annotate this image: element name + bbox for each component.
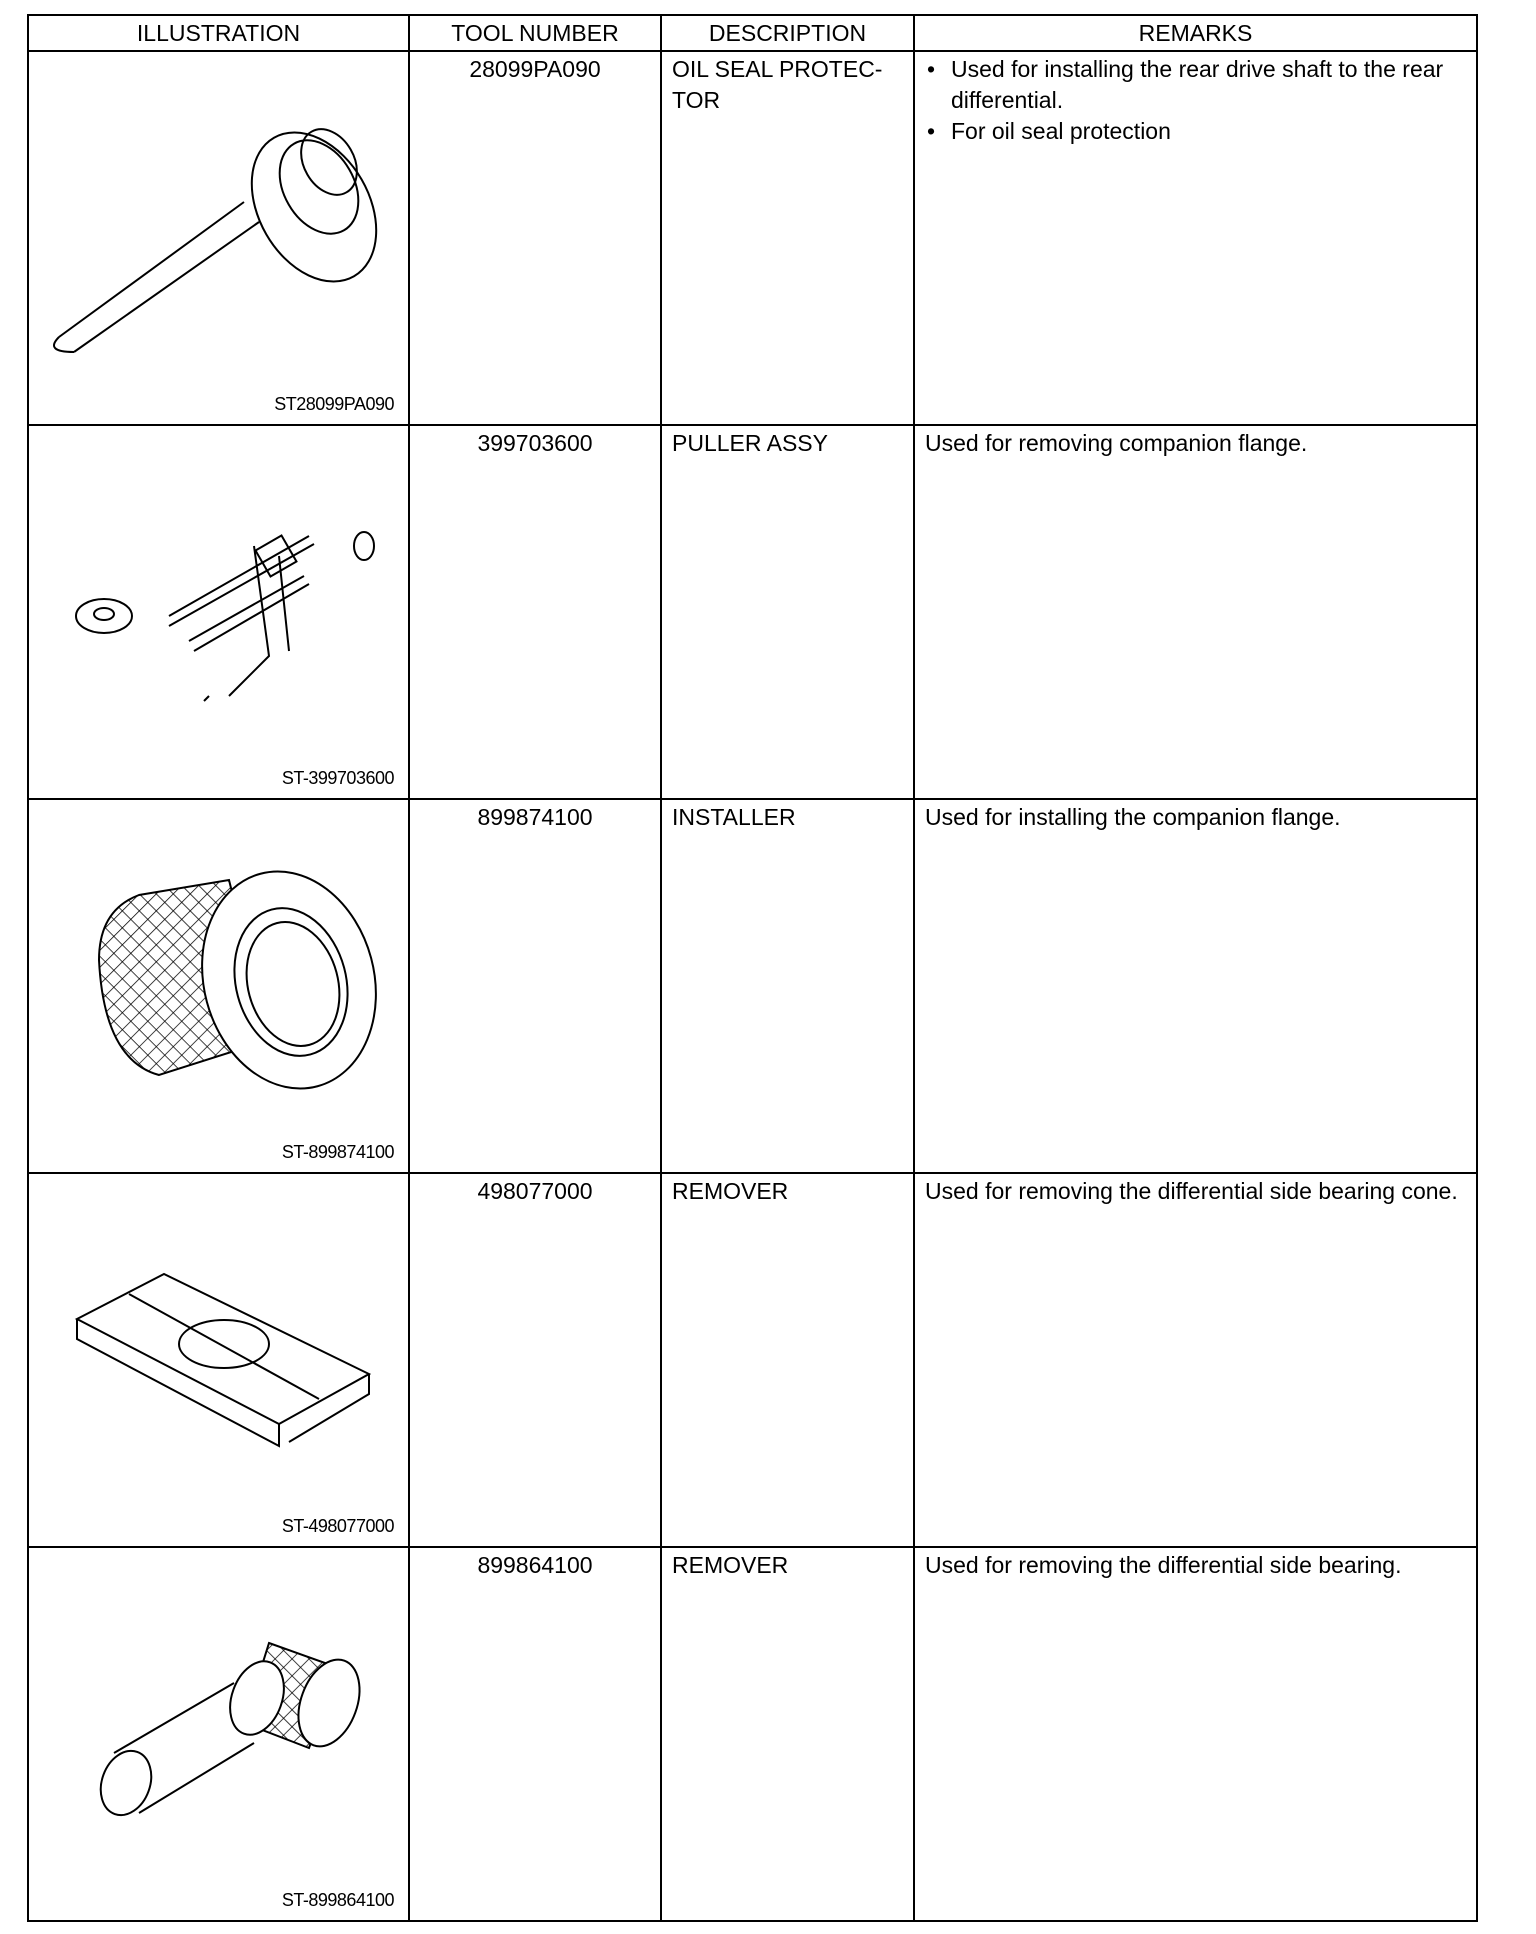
description: REMOVER <box>661 1173 914 1547</box>
tool-number: 399703600 <box>409 425 661 799</box>
table-row <box>28 425 1477 799</box>
description: REMOVER <box>661 1547 914 1921</box>
installer-illustration <box>29 800 408 1168</box>
table-row <box>28 799 1477 1173</box>
remarks <box>914 1547 1477 1921</box>
illustration-caption: ST-899874100 <box>281 1142 394 1162</box>
remark-item: Used for installing the companion flange. <box>925 804 1341 830</box>
remover-plate-illustration <box>29 1174 408 1542</box>
puller-assy-illustration <box>29 426 408 794</box>
header-remarks: REMARKS <box>914 15 1477 51</box>
tool-number: 498077000 <box>409 1173 661 1547</box>
illustration-cell <box>28 1547 409 1921</box>
illustration-cell <box>28 51 409 425</box>
remarks <box>914 1173 1477 1547</box>
tool-number: 28099PA090 <box>409 51 661 425</box>
oil-seal-protector-illustration <box>29 52 408 420</box>
illustration-cell <box>28 799 409 1173</box>
illustration-caption: ST-399703600 <box>281 768 394 788</box>
remark-item: Used for removing the differential side bearing cone. <box>925 1178 1458 1204</box>
description: OIL SEAL PROTEC-TOR <box>672 56 883 113</box>
description: PULLER ASSY <box>661 425 914 799</box>
header-tool-number: TOOL NUMBER <box>409 15 661 51</box>
header-illustration: ILLUSTRATION <box>28 15 409 51</box>
description-cell <box>661 51 914 425</box>
remarks <box>914 425 1477 799</box>
special-tools-table <box>27 14 1478 1922</box>
illustration-cell <box>28 1173 409 1547</box>
illustration-cell <box>28 425 409 799</box>
description: INSTALLER <box>661 799 914 1173</box>
table-row <box>28 1547 1477 1921</box>
illustration-caption: ST-899864100 <box>281 1890 394 1910</box>
remark-item: • For oil seal protection <box>925 116 1466 147</box>
remark-item: • Used for installing the rear drive shaft to the rear differential. <box>925 54 1466 116</box>
table-row <box>28 51 1477 425</box>
illustration-caption: ST-498077000 <box>281 1516 394 1536</box>
remarks <box>914 799 1477 1173</box>
table-row <box>28 1173 1477 1547</box>
tool-number: 899864100 <box>409 1547 661 1921</box>
tool-number: 899874100 <box>409 799 661 1173</box>
table-header-row <box>28 15 1477 51</box>
header-description: DESCRIPTION <box>661 15 914 51</box>
remover-knurled-illustration <box>29 1548 408 1916</box>
remarks <box>914 51 1477 425</box>
remark-item: Used for removing the differential side bearing. <box>925 1552 1402 1578</box>
remark-item: Used for removing companion flange. <box>925 430 1308 456</box>
illustration-caption: ST28099PA090 <box>274 394 394 414</box>
